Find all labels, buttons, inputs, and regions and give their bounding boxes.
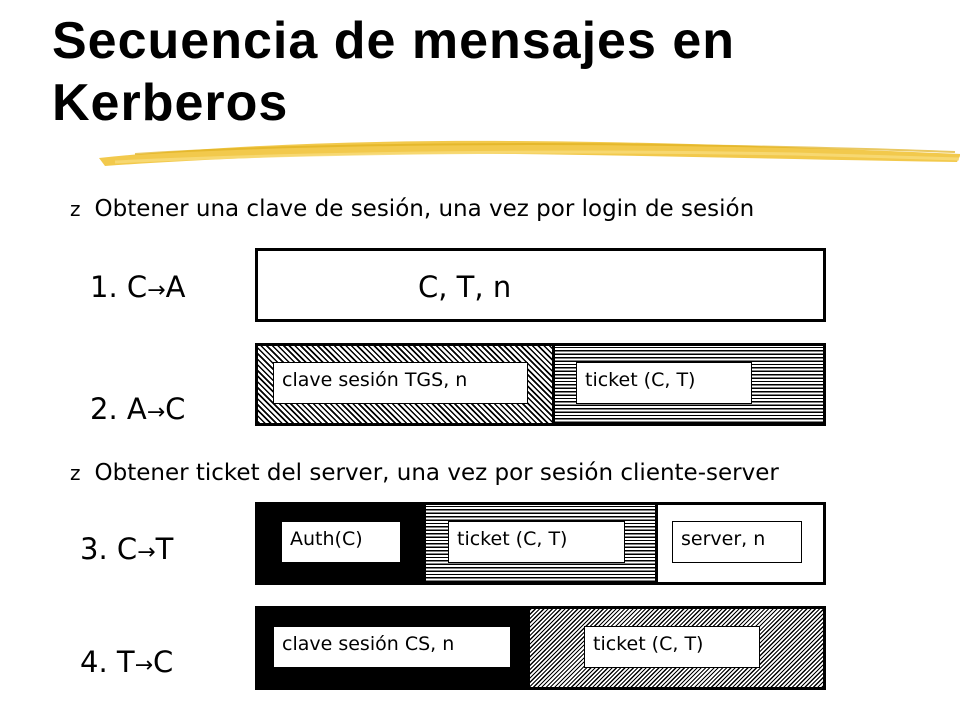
arrow-icon: →: [137, 540, 156, 565]
arrow-icon: →: [147, 278, 166, 303]
bullet-icon: z: [70, 461, 81, 485]
bullet-icon: z: [70, 197, 81, 221]
field-cs-session-key: clave sesión CS, n: [273, 626, 511, 668]
field-ticket: ticket (C, T): [448, 521, 625, 563]
field-server-nonce: server, n: [672, 521, 802, 563]
step-1-label: 1. C→A: [90, 270, 186, 304]
message-1-box: [255, 248, 826, 322]
field-tgs-session-key: clave sesión TGS, n: [273, 362, 528, 404]
field-ticket: ticket (C, T): [576, 362, 752, 404]
page-title: Secuencia de mensajes en Kerberos: [52, 12, 736, 132]
title-underline-brush: [95, 132, 960, 172]
step-3-label: 3. C→T: [80, 532, 174, 566]
arrow-icon: →: [146, 400, 166, 425]
bullet-server-ticket: [70, 458, 779, 488]
bullet-text: Obtener ticket del server, una vez por sesión cliente-server: [94, 460, 779, 486]
step-4-label: 4. T→C: [80, 645, 174, 679]
field-auth: Auth(C): [281, 521, 401, 563]
bullet-text: Obtener una clave de sesión, una vez por login de sesión: [94, 196, 755, 222]
message-1-content: C, T, n: [418, 270, 512, 304]
step-2-label: 2. A→C: [90, 392, 186, 426]
arrow-icon: →: [134, 653, 154, 678]
bullet-session-key: [70, 194, 754, 224]
field-ticket: ticket (C, T): [584, 626, 760, 668]
